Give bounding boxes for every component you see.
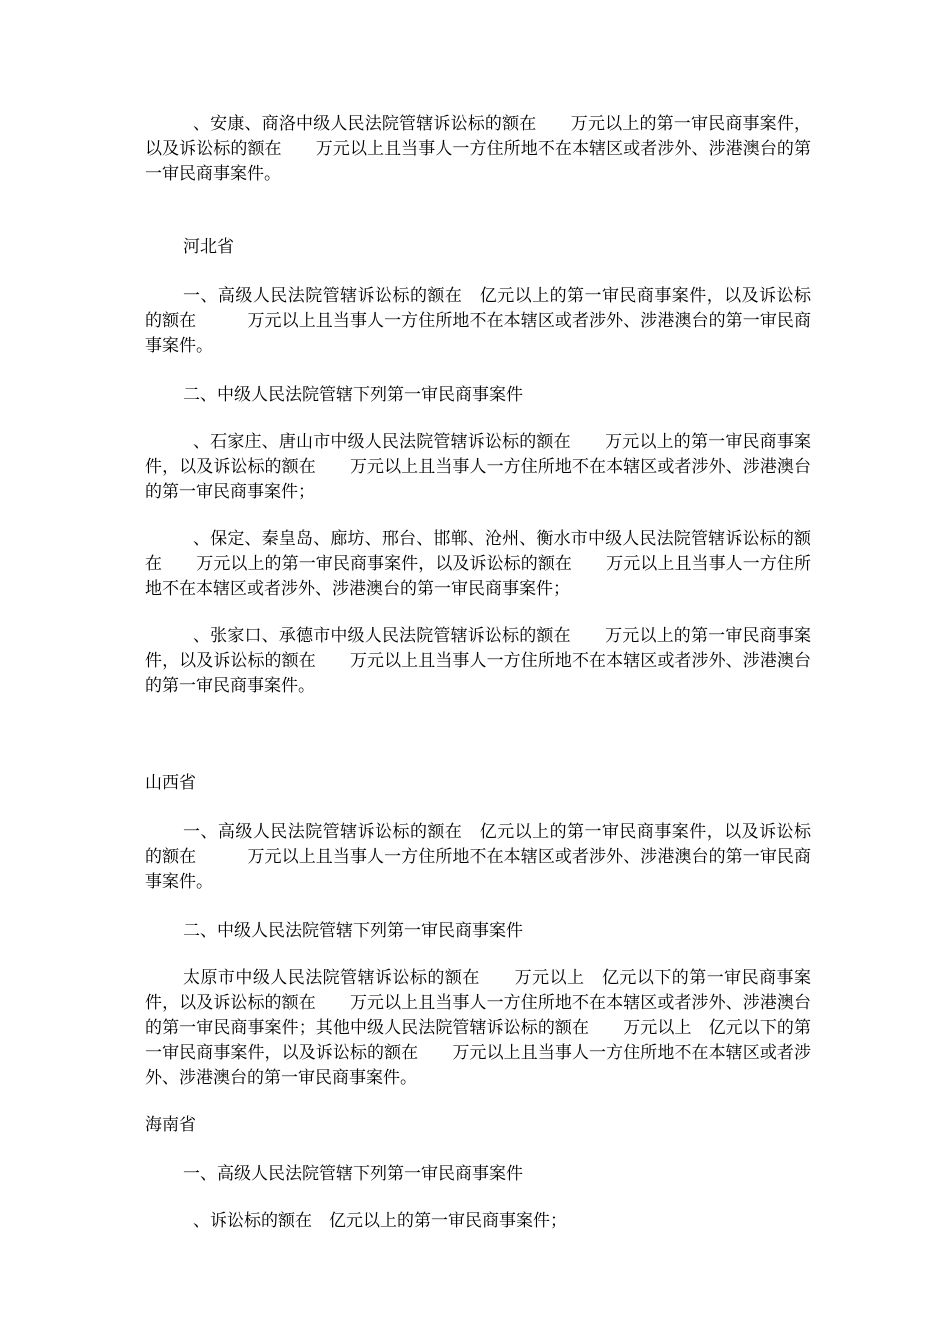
paragraph-hebei-shijiazhuang-tangshan: 、石家庄、唐山市中级人民法院管辖诉讼标的额在 万元以上的第一审民商事案件，以及诉讼标的额在 万元以上且当事人一方住所地不在本辖区或者涉外、涉港澳台的第一审民商事案件； bbox=[145, 432, 811, 502]
document-page bbox=[145, 112, 811, 1234]
paragraph-hebei-baoding-group: 、保定、秦皇岛、廊坊、邢台、邯郸、沧州、衡水市中级人民法院管辖诉讼标的额在 万元以上的第一审民商事案件，以及诉讼标的额在 万元以上且当事人一方住所地不在本辖区或者涉外、涉港澳台的第一审民商事案件； bbox=[145, 529, 811, 599]
paragraph-shanxi-intermediate-intro: 二、中级人民法院管辖下列第一审民商事案件 bbox=[183, 921, 523, 941]
paragraph-shanxi-high-court: 一、高级人民法院管辖诉讼标的额在 亿元以上的第一审民商事案件，以及诉讼标的额在 万元以上且当事人一方住所地不在本辖区或者涉外、涉港澳台的第一审民商事案件。 bbox=[145, 822, 811, 892]
paragraph-hebei-zhangjiakou-chengde: 、张家口、承德市中级人民法院管辖诉讼标的额在 万元以上的第一审民商事案件，以及诉讼标的额在 万元以上且当事人一方住所地不在本辖区或者涉外、涉港澳台的第一审民商事案件。 bbox=[145, 626, 811, 696]
paragraph-hebei-high-court: 一、高级人民法院管辖诉讼标的额在 亿元以上的第一审民商事案件，以及诉讼标的额在 万元以上且当事人一方住所地不在本辖区或者涉外、涉港澳台的第一审民商事案件。 bbox=[145, 286, 811, 356]
paragraph-hainan-item-one: 、诉讼标的额在 亿元以上的第一审民商事案件； bbox=[193, 1211, 567, 1231]
heading-shanxi: 山西省 bbox=[145, 773, 196, 793]
heading-hainan: 海南省 bbox=[145, 1115, 196, 1135]
paragraph-shaanxi-ankang-shangluo: 、安康、商洛中级人民法院管辖诉讼标的额在 万元以上的第一审民商事案件，以及诉讼标的额在 万元以上且当事人一方住所地不在本辖区或者涉外、涉港澳台的第一审民商事案件。 bbox=[145, 114, 811, 184]
heading-hebei: 河北省 bbox=[183, 237, 234, 257]
paragraph-hebei-intermediate-intro: 二、中级人民法院管辖下列第一审民商事案件 bbox=[183, 385, 523, 405]
paragraph-shanxi-taiyuan: 太原市中级人民法院管辖诉讼标的额在 万元以上 亿元以下的第一审民商事案件，以及诉讼标的额在 万元以上且当事人一方住所地不在本辖区或者涉外、涉港澳台的第一审民商事案件；其他中级人民法院管辖诉讼标的额在 万元以上 亿元以下的第一审民商事案件，以及诉讼标的额在 万元以上且当事人一方住所地不在本辖区或者涉外、涉港澳台的第一审民商事案件。 bbox=[145, 968, 811, 1088]
paragraph-hainan-high-court-intro: 一、高级人民法院管辖下列第一审民商事案件 bbox=[183, 1164, 523, 1184]
